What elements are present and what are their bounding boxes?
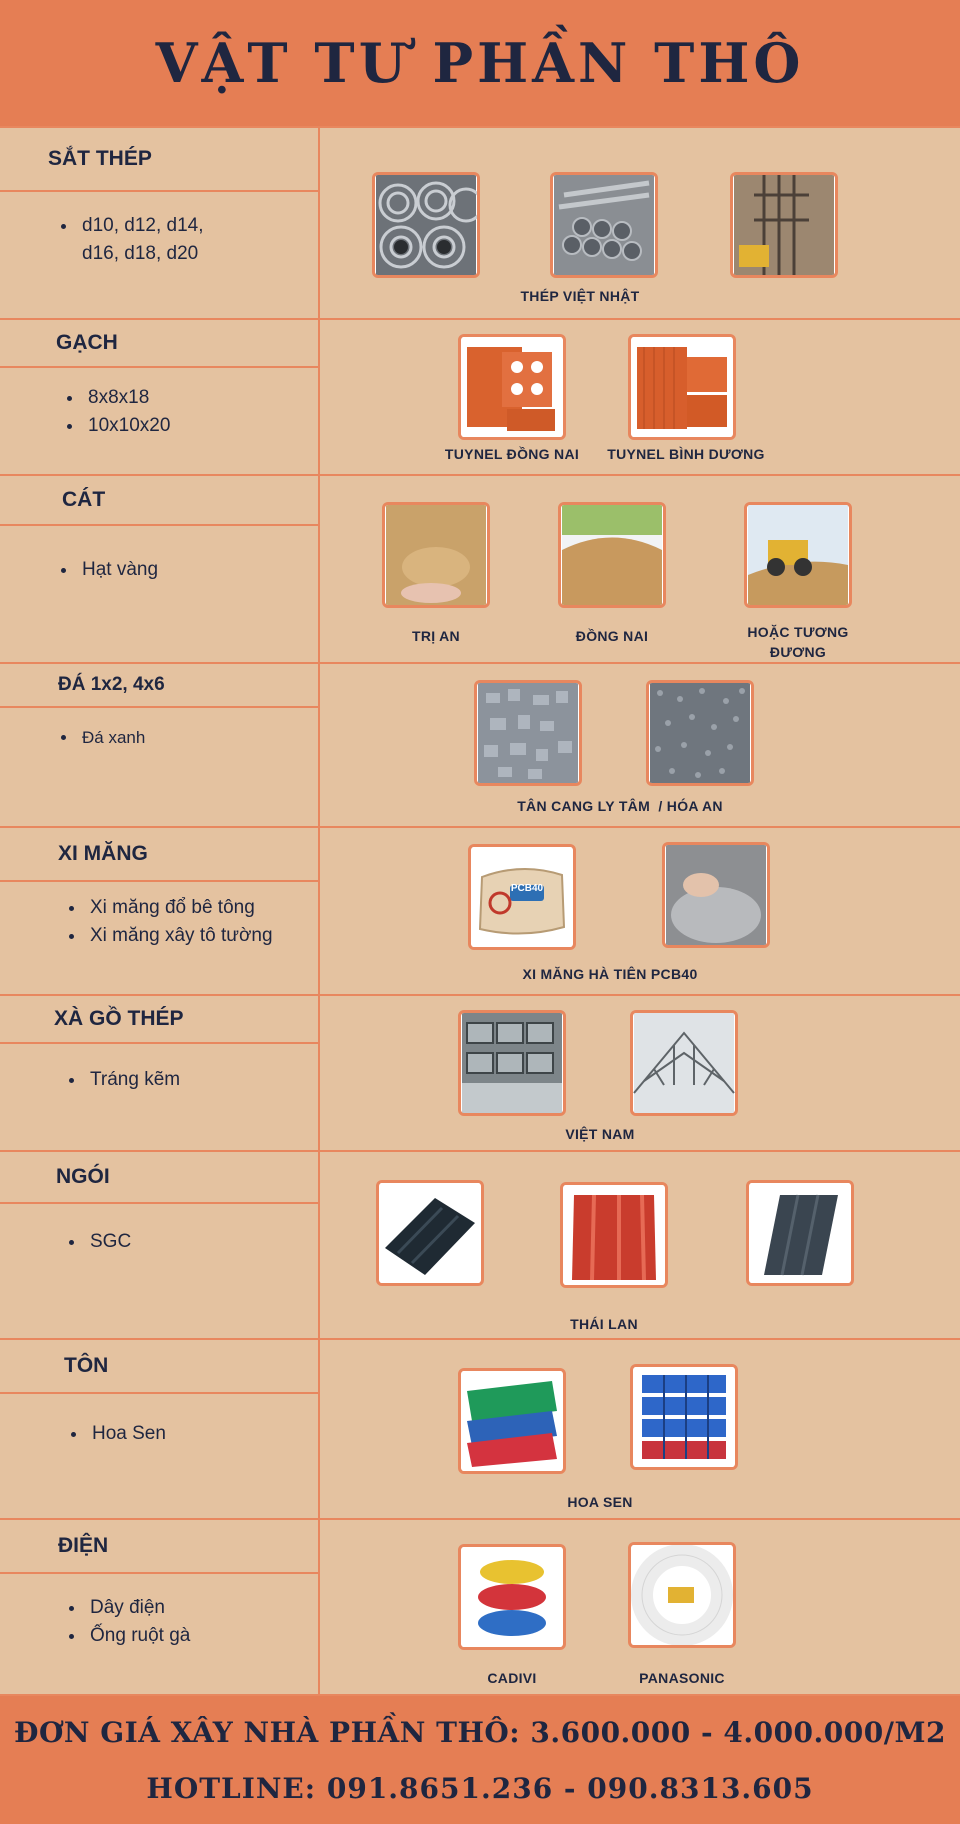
category-row-sheet (0, 1338, 960, 1518)
steel-tube-icon (458, 1010, 566, 1116)
rebar-bundle-icon (550, 172, 658, 278)
rebar-site-icon (730, 172, 838, 278)
sand-pile-icon (558, 502, 666, 608)
category-list (62, 384, 170, 440)
category-row-tile (0, 1150, 960, 1338)
category-info (0, 664, 320, 826)
list-item: • Hoa Sen (88, 1420, 166, 1448)
category-title: CÁT (0, 476, 318, 526)
footer (0, 1694, 960, 1824)
list-item: • d10, d12, d14, (78, 212, 204, 240)
stone-fine-icon (646, 680, 754, 786)
caption: THÁI LAN (570, 1316, 638, 1332)
caption: CADIVI (487, 1670, 537, 1686)
category-row-steel (0, 126, 960, 318)
category-info (0, 320, 320, 474)
hotline-text: HOTLINE: 091.8651.236 - 090.8313.605 (146, 1772, 814, 1805)
cement-bag-icon (468, 844, 576, 950)
category-title: SẮT THÉP (0, 128, 318, 192)
roof-truss-icon (630, 1010, 738, 1116)
list-item: • Đá xanh (78, 724, 145, 752)
category-row-electric (0, 1518, 960, 1694)
price-text: ĐƠN GIÁ XÂY NHÀ PHẦN THÔ: 3.600.000 - 4.000.000/M2 (14, 1716, 946, 1749)
category-list (56, 212, 204, 268)
category-list (66, 1420, 166, 1448)
category-images (320, 828, 960, 994)
blue-tile-sheet-icon (630, 1364, 738, 1470)
caption: ĐƯƠNG (769, 644, 827, 660)
category-images (320, 1152, 960, 1338)
sand-hand-icon (382, 502, 490, 608)
category-images (320, 664, 960, 826)
category-info (0, 996, 320, 1150)
category-info (0, 1340, 320, 1518)
category-title: XI MĂNG (0, 828, 318, 882)
grey-tile-icon (746, 1180, 854, 1286)
list-item: • Tráng kẽm (86, 1066, 180, 1094)
sand-loader-icon (744, 502, 852, 608)
bag-label: PCB40 (510, 883, 544, 894)
category-row-brick (0, 318, 960, 474)
category-list (56, 556, 158, 584)
list-item: • Xi măng xây tô tường (86, 922, 273, 950)
category-images (320, 996, 960, 1150)
page-title: VẬT TƯ PHẦN THÔ (155, 31, 805, 95)
caption: PANASONIC (639, 1670, 725, 1686)
category-images (320, 1340, 960, 1518)
hollow-brick-icon (458, 334, 566, 440)
list-item: • 10x10x20 (84, 412, 170, 440)
category-images (320, 128, 960, 318)
category-info (0, 828, 320, 994)
list-item: • Xi măng đổ bê tông (86, 894, 273, 922)
category-list (64, 1228, 131, 1256)
caption: HOẶC TƯƠNG (747, 624, 849, 640)
steel-coil-icon (372, 172, 480, 278)
category-list (64, 1066, 180, 1094)
caption: HOA SEN (567, 1494, 633, 1510)
caption: TUYNEL ĐỒNG NAI (444, 446, 580, 462)
category-title: TÔN (0, 1340, 318, 1394)
category-list (64, 894, 273, 950)
category-title: GẠCH (0, 320, 318, 368)
category-info (0, 128, 320, 318)
caption: TRỊ AN (412, 628, 460, 644)
list-item: • Dây điện (86, 1594, 190, 1622)
list-item: • Hạt vàng (78, 556, 158, 584)
category-images (320, 320, 960, 474)
category-row-stone (0, 662, 960, 826)
black-tile-icon (376, 1180, 484, 1286)
caption: TÂN CANG LY TÂM / HÓA AN (517, 798, 723, 814)
red-tile-icon (560, 1182, 668, 1288)
category-title: ĐIỆN (0, 1520, 318, 1574)
list-item: d16, d18, d20 (82, 243, 199, 264)
caption: TUYNEL BÌNH DƯƠNG (607, 446, 765, 462)
list-item: • Ống ruột gà (86, 1622, 190, 1650)
category-list (64, 1594, 190, 1650)
category-info (0, 1520, 320, 1694)
category-title: XÀ GỒ THÉP (0, 996, 318, 1044)
conduit-roll-icon (628, 1542, 736, 1648)
corrugated-sheet-icon (458, 1368, 566, 1474)
cable-roll-icon (458, 1544, 566, 1650)
caption: THÉP VIỆT NHẬT (520, 288, 640, 304)
category-info (0, 1152, 320, 1338)
caption: VIỆT NAM (565, 1126, 635, 1142)
category-row-purlin (0, 994, 960, 1150)
header (0, 0, 960, 126)
category-info (0, 476, 320, 662)
category-title: ĐÁ 1x2, 4x6 (0, 664, 318, 708)
stone-coarse-icon (474, 680, 582, 786)
category-images (320, 1520, 960, 1694)
category-row-cement (0, 826, 960, 994)
list-item: • SGC (86, 1228, 131, 1256)
list-item: • 8x8x18 (84, 384, 170, 412)
solid-brick-icon (628, 334, 736, 440)
cement-powder-icon (662, 842, 770, 948)
category-row-sand (0, 474, 960, 662)
category-list (56, 724, 145, 752)
category-images (320, 476, 960, 662)
caption: ĐỒNG NAI (575, 628, 649, 644)
category-title: NGÓI (0, 1152, 318, 1204)
caption: XI MĂNG HÀ TIÊN PCB40 (522, 966, 698, 982)
